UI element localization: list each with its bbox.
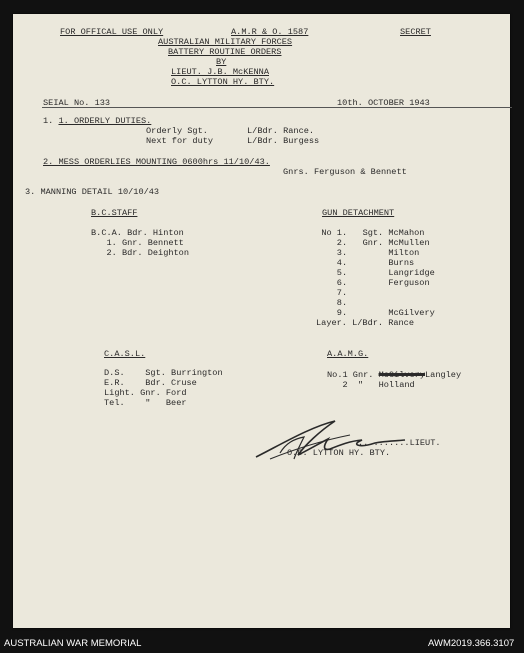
- casl-row-4: Tel. " Beer: [104, 398, 187, 408]
- signature-title: ..........LIEUT.: [358, 438, 441, 448]
- aamg-row-1-name: Langley: [425, 370, 462, 380]
- section-3-title: 3. MANNING DETAIL 10/10/43: [25, 187, 160, 197]
- gun-row-4: 4. Burns: [311, 258, 415, 268]
- footer-source: AUSTRALIAN WAR MEMORIAL: [4, 638, 142, 649]
- section-1-role-2: Next for duty: [146, 136, 214, 146]
- casl-row-1: D.S. Sgt. Burrington: [104, 368, 223, 378]
- header-line-2: BATTERY ROUTINE ORDERS: [168, 47, 282, 57]
- bc-staff-row-1: B.C.A. Bdr. Hinton: [91, 228, 184, 238]
- section-1-title-text: 1. ORDERLY DUTIES.: [58, 116, 152, 126]
- signature-unit: O.C. LYTTON HY. BTY.: [287, 448, 391, 458]
- header-line-4: LIEUT. J.B. McKENNA: [171, 67, 269, 77]
- casl-row-2: E.R. Bdr. Cruse: [104, 378, 197, 388]
- gun-row-1: No 1. Sgt. McMahon: [311, 228, 425, 238]
- section-1-role-1: Orderly Sgt.: [146, 126, 208, 136]
- gun-detachment-heading: GUN DETACHMENT: [322, 208, 395, 218]
- gun-row-2: 2. Gnr. McMullen: [311, 238, 430, 248]
- casl-row-3: Light. Gnr. Ford: [104, 388, 187, 398]
- section-2-names: Gnrs. Ferguson & Bennett: [283, 167, 407, 177]
- bc-staff-heading: B.C.STAFF: [91, 208, 138, 218]
- casl-heading: C.A.S.L.: [104, 349, 146, 359]
- header-line-3: BY: [216, 57, 227, 67]
- reference-number: A.M.R & O. 1587: [231, 27, 309, 37]
- bc-staff-row-3: 2. Bdr. Deighton: [91, 248, 189, 258]
- gun-row-3: 3. Milton: [311, 248, 420, 258]
- section-1-name-2: L/Bdr. Burgess: [247, 136, 320, 146]
- classification-left: FOR OFFICAL USE ONLY: [60, 27, 164, 37]
- footer-accession-number: AWM2019.366.3107: [428, 638, 515, 649]
- header-line-1: AUSTRALIAN MILITARY FORCES: [158, 37, 293, 47]
- gun-row-5: 5. Langridge: [311, 268, 435, 278]
- order-date: 10th. OCTOBER 1943: [337, 98, 430, 108]
- section-2-title: 2. MESS ORDERLIES MOUNTING 0600hrs 11/10/43.: [43, 157, 270, 167]
- classification-right: SECRET: [400, 27, 431, 37]
- aamg-row-1-prefix: No.1 Gnr.: [327, 370, 379, 380]
- section-1-title: 1. 1. ORDERLY DUTIES.: [43, 116, 152, 126]
- aamg-heading: A.A.M.G.: [327, 349, 369, 359]
- serial-number: SEIAL No. 133: [43, 98, 111, 108]
- header-line-5: O.C. LYTTON HY. BTY.: [171, 77, 275, 87]
- aamg-row-2: 2 " Holland: [327, 380, 415, 390]
- gun-row-6: 6. Ferguson: [311, 278, 430, 288]
- section-1-name-1: L/Bdr. Rance.: [247, 126, 315, 136]
- aamg-row-1-struck: McGilvery: [378, 370, 425, 380]
- serial-underline: [42, 107, 512, 108]
- aamg-row-1: [327, 370, 461, 380]
- gun-row-layer: Layer. L/Bdr. Rance: [316, 318, 414, 328]
- gun-row-9: 9. McGilvery: [311, 308, 435, 318]
- gun-row-8: 8.: [311, 298, 348, 308]
- gun-row-7: 7.: [311, 288, 348, 298]
- bc-staff-row-2: 1. Gnr. Bennett: [91, 238, 184, 248]
